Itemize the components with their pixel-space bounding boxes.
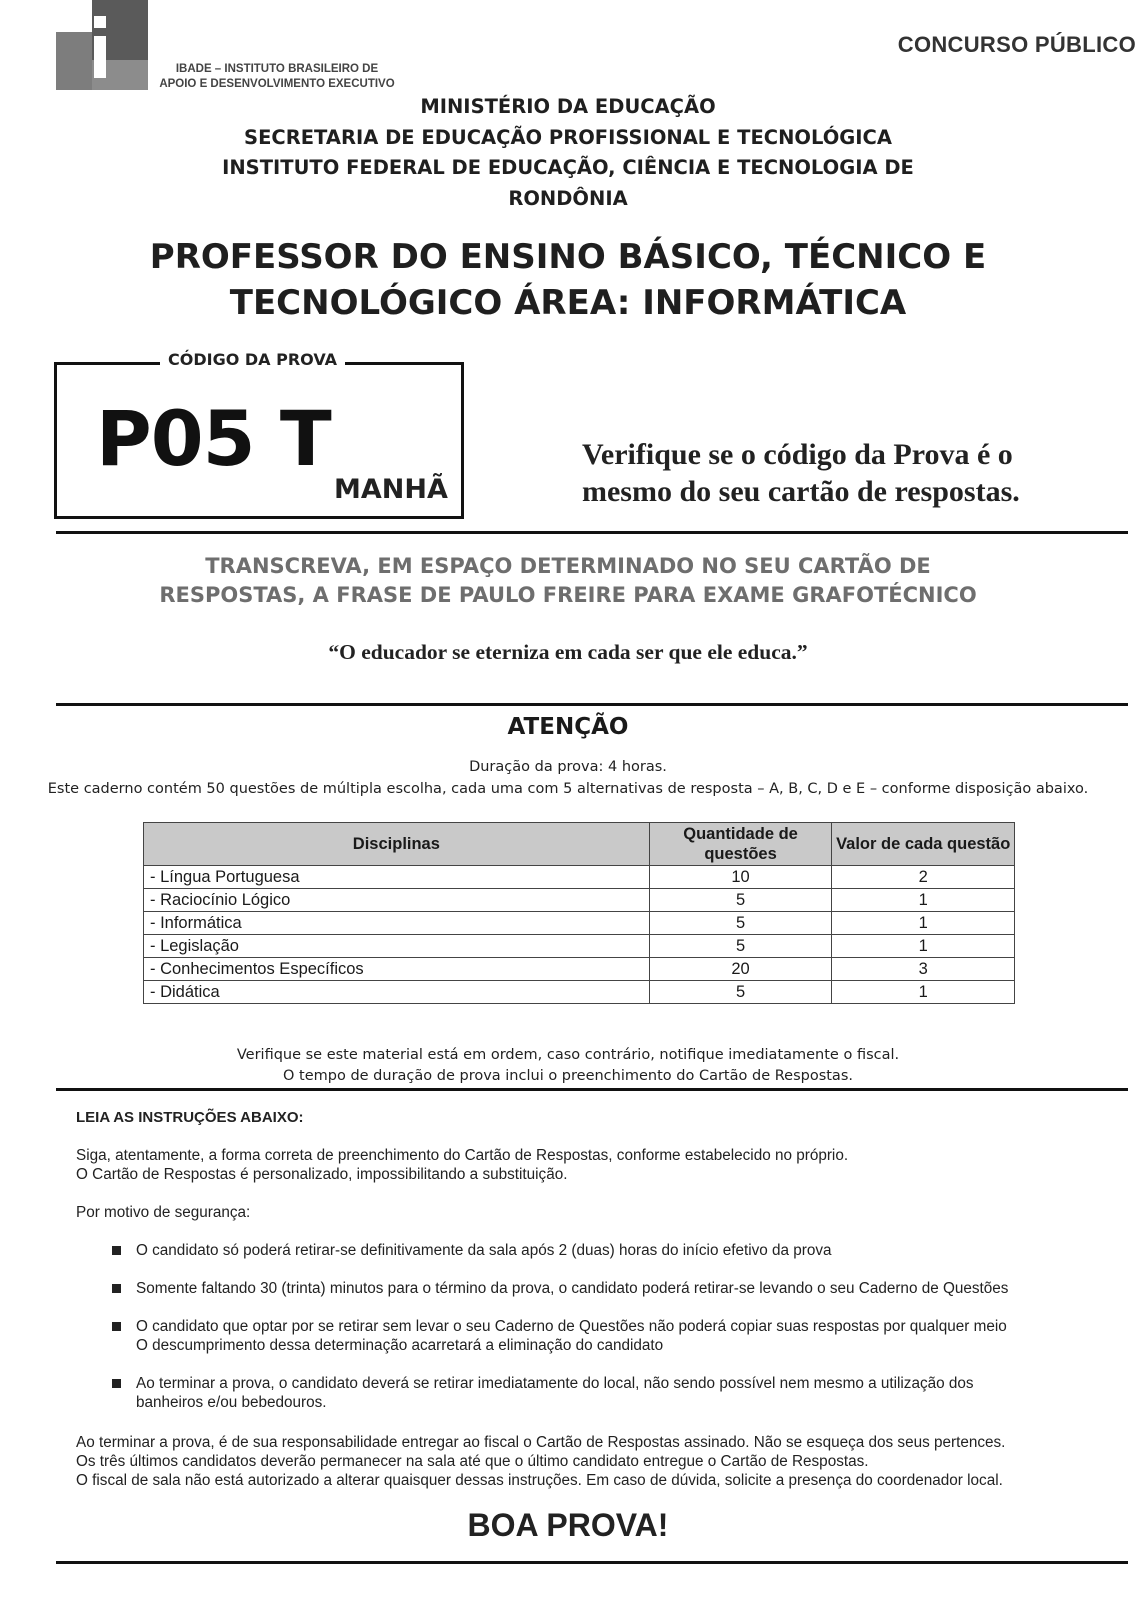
code-box-label: CÓDIGO DA PROVA: [160, 350, 345, 369]
divider: [56, 703, 1128, 706]
bullet-square-icon: [112, 1322, 121, 1331]
verify-line2: mesmo do seu cartão de respostas.: [582, 475, 1020, 508]
instructions-intro1: Siga, atentamente, a forma correta de preenchimento do Cartão de Respostas, conforme estabelecido no próprio.: [76, 1147, 849, 1164]
value-cell: 3: [832, 958, 1015, 981]
value-cell: 1: [832, 889, 1015, 912]
table-row: [144, 866, 1015, 889]
divider: [56, 531, 1128, 534]
table-row: [144, 958, 1015, 981]
boa-prova: BOA PROVA!: [467, 1507, 669, 1543]
discipline-cell: - Conhecimentos Específicos: [144, 958, 650, 981]
instruction-bullet: [112, 1241, 1122, 1260]
cargo-line1: PROFESSOR DO ENSINO BÁSICO, TÉCNICO E: [149, 237, 987, 277]
freire-quote: “O educador se eterniza em cada ser que ele educa.”: [328, 640, 808, 664]
material-check-line2: O tempo de duração de prova inclui o preenchimento do Cartão de Respostas.: [283, 1068, 853, 1084]
quantity-cell: 5: [649, 912, 832, 935]
quantity-cell: 20: [649, 958, 832, 981]
value-cell: 1: [832, 981, 1015, 1004]
quantity-cell: 5: [649, 981, 832, 1004]
header-quantidade: Quantidade de questões: [649, 823, 832, 866]
instructions-intro2: O Cartão de Respostas é personalizado, impossibilitando a substituição.: [76, 1166, 568, 1183]
concurso-title: CONCURSO PÚBLICO: [897, 32, 1136, 57]
discipline-cell: - Legislação: [144, 935, 650, 958]
divider: [56, 1561, 1128, 1564]
closing-line3: O fiscal de sala não está autorizado a alterar quaisquer dessas instruções. Em caso de dúvida, solicite a presença do coordenador local.: [76, 1472, 1003, 1489]
discipline-cell: - Raciocínio Lógico: [144, 889, 650, 912]
transcription-instruction: [0, 552, 1136, 610]
exam-duration: Duração da prova: 4 horas.: [469, 759, 667, 775]
value-cell: 1: [832, 935, 1015, 958]
institution-line: SECRETARIA DE EDUCAÇÃO PROFISSIONAL E TECNOLÓGICA: [244, 125, 892, 149]
attention-title: ATENÇÃO: [507, 714, 629, 740]
transcription-line2: RESPOSTAS, A FRASE DE PAULO FREIRE PARA EXAME GRAFOTÉCNICO: [159, 583, 977, 607]
cargo-title: [0, 234, 1136, 326]
org-name: [132, 62, 422, 92]
discipline-cell: - Informática: [144, 912, 650, 935]
cargo-line2: TECNOLÓGICO ÁREA: INFORMÁTICA: [229, 283, 907, 323]
bullet-text-continuation: O descumprimento dessa determinação acarretará a eliminação do candidato: [136, 1337, 664, 1354]
instruction-bullet: [112, 1374, 1122, 1412]
bullet-square-icon: [112, 1379, 121, 1388]
value-cell: 1: [832, 912, 1015, 935]
closing-line2: Os três últimos candidatos deverão permanecer na sala até que o último candidato entregue o Cartão de Respostas.: [76, 1453, 869, 1470]
quantity-cell: 5: [649, 889, 832, 912]
institution-line: MINISTÉRIO DA EDUCAÇÃO: [420, 95, 716, 118]
instructions-header: LEIA AS INSTRUÇÕES ABAIXO:: [76, 1109, 304, 1126]
transcription-line1: TRANSCREVA, EM ESPAÇO DETERMINADO NO SEU CARTÃO DE: [205, 554, 931, 578]
discipline-cell: - Didática: [144, 981, 650, 1004]
quantity-cell: 5: [649, 935, 832, 958]
security-label: Por motivo de segurança:: [76, 1204, 251, 1221]
table-row: [144, 981, 1015, 1004]
verify-notice: [582, 436, 1020, 510]
quantity-cell: 10: [649, 866, 832, 889]
bullet-text-continuation: banheiros e/ou bebedouros.: [136, 1394, 327, 1411]
table-row: [144, 935, 1015, 958]
instruction-bullet: [112, 1317, 1122, 1355]
bullet-text: Ao terminar a prova, o candidato deverá se retirar imediatamente do local, não sendo possível nem mesmo a utilização dos: [136, 1375, 974, 1392]
material-check-line1: Verifique se este material está em ordem, caso contrário, notifique imediatamente o fiscal.: [236, 1047, 900, 1063]
bullet-text: O candidato só poderá retirar-se definitivamente da sala após 2 (duas) horas do início efetivo da prova: [136, 1242, 832, 1259]
table-row: [144, 912, 1015, 935]
divider: [56, 1088, 1128, 1091]
closing-line1: Ao terminar a prova, é de sua responsabilidade entregar ao fiscal o Cartão de Respostas assinado. Não se esqueça dos seus pertences.: [76, 1434, 1006, 1451]
value-cell: 2: [832, 866, 1015, 889]
org-name-line1: IBADE – INSTITUTO BRASILEIRO DE: [175, 63, 379, 75]
bullet-square-icon: [112, 1284, 121, 1293]
institution-line: RONDÔNIA: [508, 186, 628, 210]
institution-block: [0, 92, 1136, 214]
exam-description: Este caderno contém 50 questões de múltipla escolha, cada uma com 5 alternativas de resposta – A, B, C, D e E – conforme disposição abaixo.: [47, 781, 1089, 797]
bullet-text: O candidato que optar por se retirar sem levar o seu Caderno de Questões não poderá copiar suas respostas por qualquer meio: [136, 1318, 1007, 1335]
exam-shift: MANHÃ: [334, 474, 448, 505]
institution-line: INSTITUTO FEDERAL DE EDUCAÇÃO, CIÊNCIA E TECNOLOGIA DE: [222, 156, 914, 179]
bullet-text: Somente faltando 30 (trinta) minutos para o término da prova, o candidato poderá retirar-se levando o seu Caderno de Questões: [136, 1280, 1009, 1297]
table-header-row: [144, 823, 1015, 866]
material-check-notice: [0, 1045, 1136, 1087]
org-name-line2: APOIO E DESENVOLVIMENTO EXECUTIVO: [159, 78, 395, 90]
disciplines-table: [143, 822, 1015, 1004]
header-disciplinas: Disciplinas: [144, 823, 650, 866]
bullet-square-icon: [112, 1246, 121, 1255]
verify-line1: Verifique se o código da Prova é o: [582, 438, 1013, 471]
header-valor: Valor de cada questão: [832, 823, 1015, 866]
discipline-cell: - Língua Portuguesa: [144, 866, 650, 889]
table-row: [144, 889, 1015, 912]
instruction-bullet: [112, 1279, 1122, 1298]
exam-code: P05 T: [96, 394, 331, 483]
